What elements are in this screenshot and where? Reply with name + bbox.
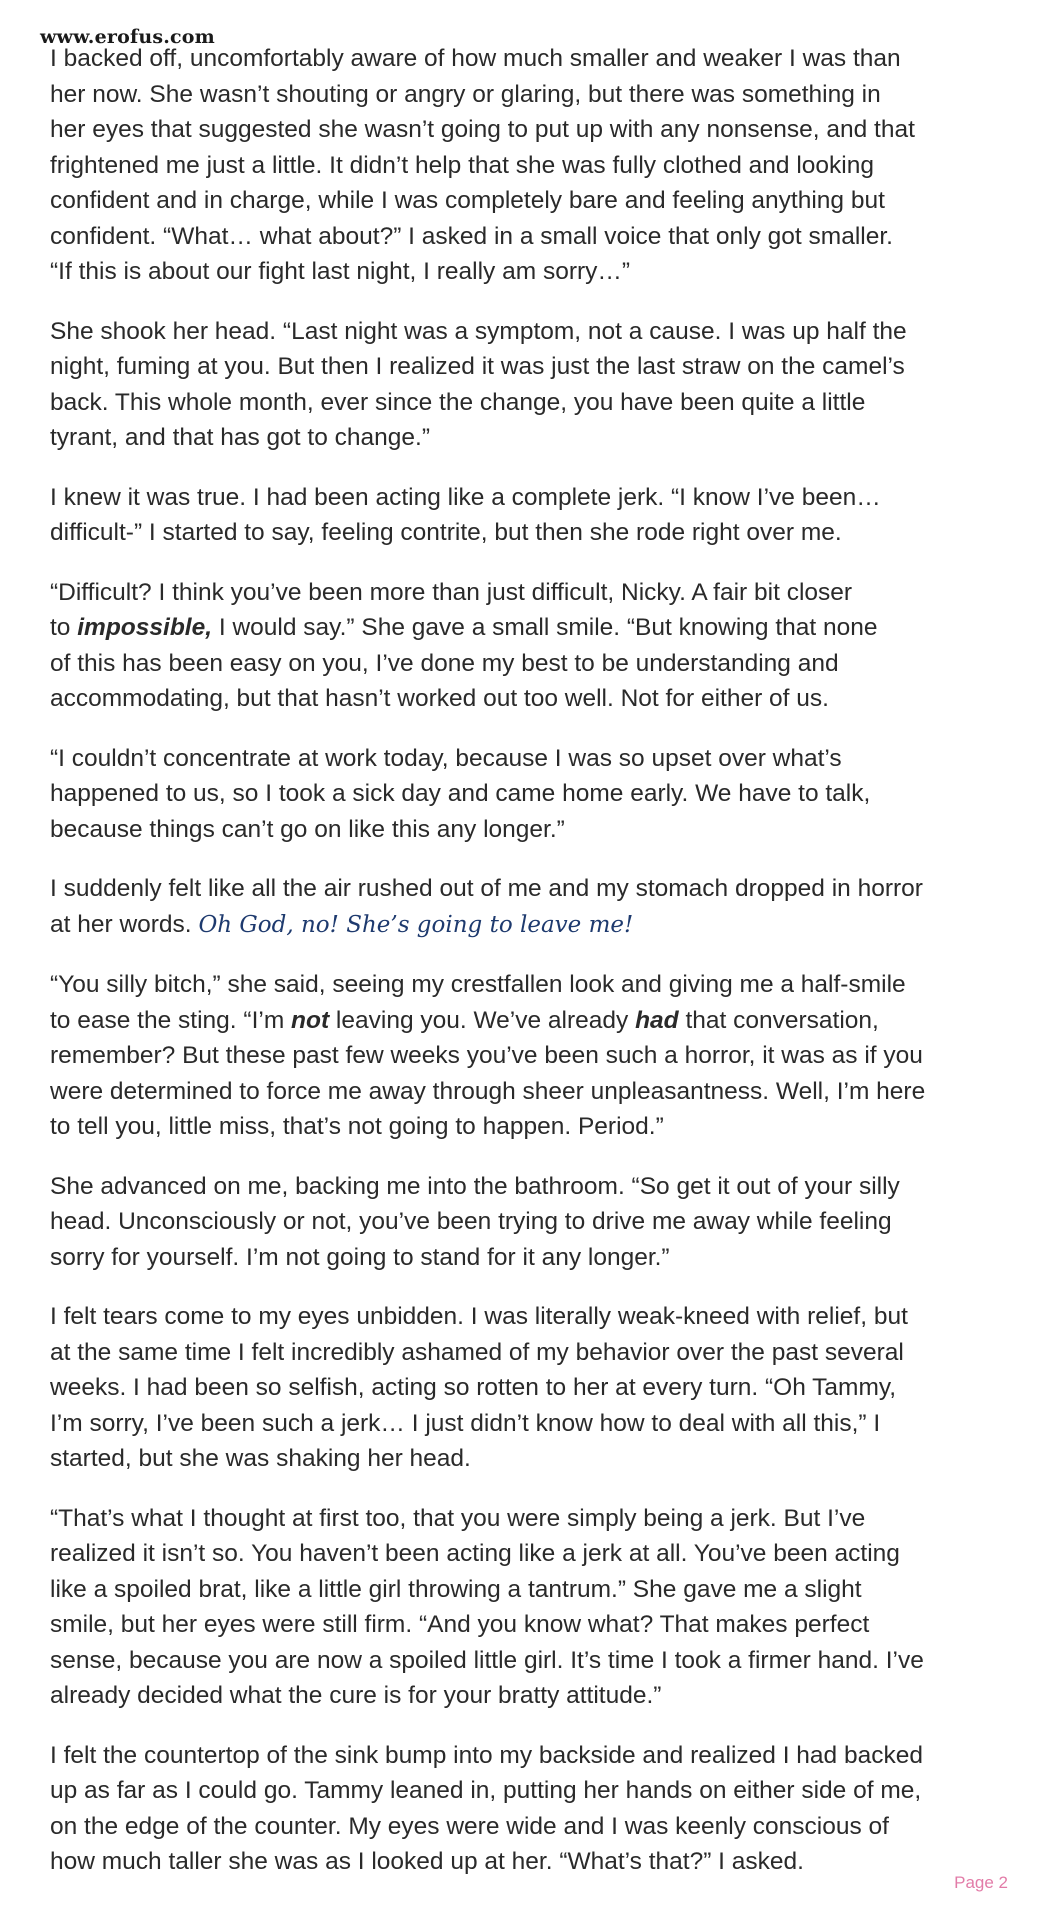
- paragraph-7-c: that conversation, remember? But these past few weeks you’ve been such a horror, it was as if you were determined to force me away through sheer unpleasantness. Well, I’m here to tell you, little miss, that’s not going to happen. Period.”: [50, 1006, 926, 1140]
- paragraph-1: I backed off, uncomfortably aware of how much smaller and weaker I was than her now. She wasn’t shouting or angry or glaring, but there was something in her eyes that suggested she wasn’t going to put up with any nonsense, and that frightened me just a little. It didn’t help that she was fully clothed and looking confident and in charge, while I was completely bare and feeling anything but confident. “What… what about?” I asked in a small voice that only got smaller. “If this is about our fight last night, I really am sorry…”: [50, 45, 915, 285]
- paragraph-5: “I couldn’t concentrate at work today, because I was so upset over what’s happened to us, so I took a sick day and came home early. We have to talk, because things can’t go on like this any longer.”: [50, 744, 871, 843]
- emphasis-not: not: [291, 1006, 330, 1034]
- paragraph-4-start: “Difficult? I think you’ve been more than just difficult, Nicky. A fair bit closer to: [50, 578, 853, 641]
- page-number: Page 2: [954, 1873, 1008, 1892]
- watermark: www.erofus.com: [40, 26, 215, 48]
- paragraph-6: [50, 871, 1000, 943]
- paragraph-11: I felt the countertop of the sink bump into my backside and realized I had backed up as far as I could go. Tammy leaned in, putting her hands on either side of me, on the edge of the counter. My eyes were wide and I was keenly conscious of how much taller she was as I looked up at her. “What’s that?” I asked.: [50, 1741, 923, 1875]
- page-body: [50, 41, 1000, 1904]
- paragraph-4: [50, 575, 1000, 717]
- paragraph-10: “That’s what I thought at first too, that you were simply being a jerk. But I’ve realized it isn’t so. You haven’t been acting like a jerk at all. You’ve been acting like a spoiled brat, like a little girl throwing a tantrum.” She gave me a slight smile, but her eyes were still firm. “And you know what? That makes perfect sense, because you are now a spoiled little girl. It’s time I took a firmer hand. I’ve already decided what the cure is for your bratty attitude.”: [50, 1504, 924, 1709]
- paragraph-3: I knew it was true. I had been acting like a complete jerk. “I know I’ve been… difficult-” I started to say, feeling contrite, but then she rode right over me.: [50, 483, 881, 546]
- paragraph-7-b: leaving you. We’ve already: [329, 1006, 636, 1034]
- paragraph-9: I felt tears come to my eyes unbidden. I was literally weak-kneed with relief, but at the same time I felt incredibly ashamed of my behavior over the past several weeks. I had been so selfish, acting so rotten to her at every turn. “Oh Tammy, I’m sorry, I’ve been such a jerk… I just didn’t know how to deal with all this,” I started, but she was shaking her head.: [50, 1303, 908, 1472]
- paragraph-7: [50, 967, 1000, 1145]
- emphasis-had: had: [635, 1006, 679, 1034]
- paragraph-4-rest: I would say.” She gave a small smile. “But knowing that none of this has been easy on you, I’ve done my best to be understanding and accommodating, but that hasn’t worked out too well. Not for either of us.: [50, 614, 878, 712]
- inner-thought: Oh God, no! She’s going to leave me!: [198, 911, 634, 938]
- paragraph-2: She shook her head. “Last night was a symptom, not a cause. I was up half the night, fuming at you. But then I realized it was just the last straw on the camel’s back. This whole month, ever since the change, you have been quite a little tyrant, and that has got to change.”: [50, 317, 907, 451]
- paragraph-6-text: I suddenly felt like all the air rushed out of me and my stomach dropped in horror at her words.: [50, 875, 923, 938]
- paragraph-8: She advanced on me, backing me into the bathroom. “So get it out of your silly head. Unconsciously or not, you’ve been trying to drive me away while feeling sorry for yourself. I’m not going to stand for it any longer.”: [50, 1172, 900, 1271]
- emphasis-impossible: impossible,: [77, 614, 213, 641]
- paragraph-7-a: “You silly bitch,” she said, seeing my crestfallen look and giving me a half-smile to ease the sting. “I’m: [50, 971, 906, 1034]
